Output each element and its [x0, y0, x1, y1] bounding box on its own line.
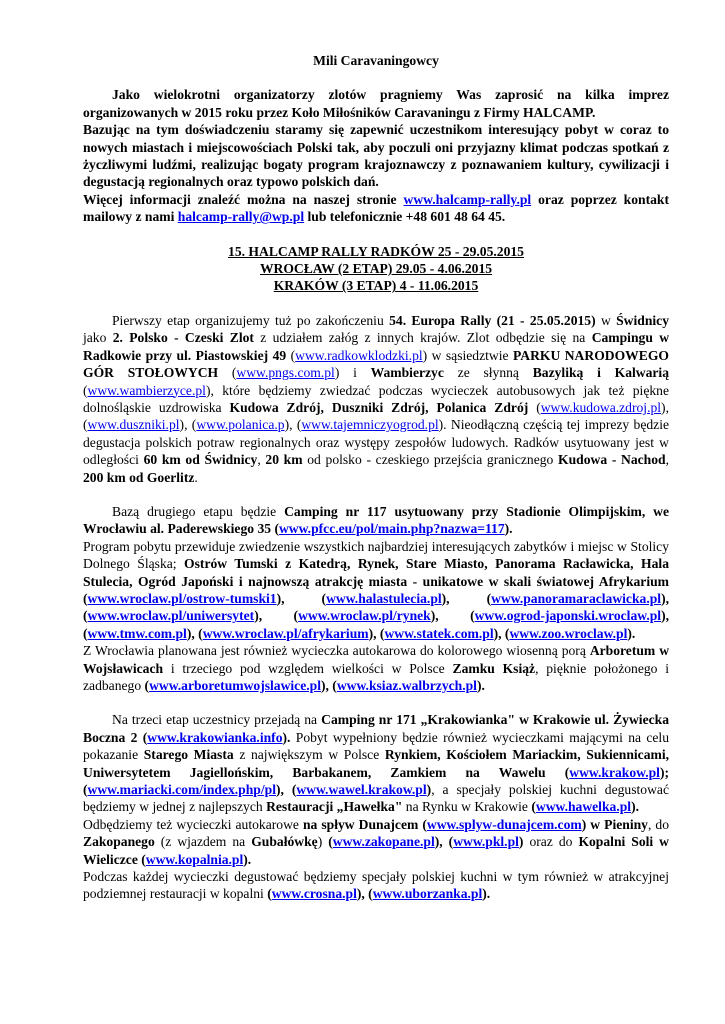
intro-paragraph-3: Więcej informacji znaleźć można na naszej stronie www.halcamp-rally.pl oraz poprzez kontakt mailowy z nami halcamp-rally@wp.pl lub telefonicznie +48 601 48 64 45. [83, 191, 670, 225]
stage1-paragraph: Pierwszy etap organizujemy tuż po zakończeniu 54. Europa Rally (21 - 25.05.2015) w Świdnicy jako 2. Polsko - Czeski Zlot z udziałem załóg z innych krajów. Zlot odbędzie się na Campingu w Radkowie przy ul. Piastowskiej 49 (www.radkowklodzki.pl) w sąsiedztwie PARKU NARODOWEGO GÓR STOŁOWYCH (www.pngs.com.pl) i Wambierzyc ze słynną Bazyliką i Kalwarią (www.wambierzyce.pl), które będziemy zwiedzać podczas wycieczek autobusowych jak też piękne dolnośląskie uzdrowiska Kudowa Zdrój, Duszniki Zdrój, Polanica Zdrój (www.kudowa.zdroj.pl), (www.duszniki.pl), (www.polanica.p), (www.tajemniczyogrod.pl). Nieodłączną częścią tej imprezy będzie degustacja polskich potraw regionalnych oraz występy zespołów ludowych. Radków usytuowany jest w odległości 60 km od Świdnicy, 20 km od polsko - czeskiego przejścia granicznego Kudowa - Nachod, 200 km od Goerlitz. [83, 312, 670, 485]
link-ogrod-japonski[interactable]: www.ogrod-japonski.wroclaw.pl [474, 608, 662, 624]
stage2-excursion: Z Wrocławia planowana jest również wycieczka autokarowa do kolorowego wiosenną porą Arboretum w Wojsławicach i trzeciego pod względem wielkości w Polsce Zamku Książ, pięknie położonego i zadbanego (www.arboretumwojslawice.pl), (www.ksiaz.walbrzych.pl). [83, 643, 670, 693]
intro-paragraph-1: Jako wielokrotni organizatorzy zlotów pragniemy Was zaprosić na kilka imprez organizowanych w 2015 roku przez Koło Miłośników Caravaningu z Firmy HALCAMP. [83, 87, 669, 120]
email-link[interactable]: halcamp-rally@wp.pl [177, 209, 305, 225]
link-duszniki[interactable]: www.duszniki.pl [87, 417, 180, 433]
link-ksiaz[interactable]: www.ksiaz.walbrzych.pl [336, 678, 477, 693]
link-tajemniczyogrod[interactable]: www.tajemniczyogrod.pl [301, 417, 439, 433]
link-ostrow-tumski[interactable]: www.wroclaw.pl/ostrow-tumski1 [87, 590, 277, 606]
link-wambierzyce[interactable]: www.wambierzyce.pl [87, 382, 206, 398]
link-kopalnia[interactable]: www.kopalnia.pl [145, 851, 244, 867]
link-uborzanka[interactable]: www.uborzanka.pl [372, 886, 483, 902]
stage2-intro: Bazą drugiego etapu będzie Camping nr 117 usytuowany przy Stadionie Olimpijskim, we Wrocławiu al. Paderewskiego 35 (www.pfcc.eu/pol/main.php?nazwa=117). [83, 503, 669, 537]
link-krakow[interactable]: www.krakow.pl [569, 764, 660, 780]
link-krakowianka[interactable]: www.krakowianka.info [147, 729, 283, 745]
link-radkowklodzki[interactable]: www.radkowklodzki.pl [295, 347, 423, 363]
link-pngs[interactable]: www.pngs.com.pl [236, 365, 335, 381]
intro-section [83, 86, 669, 225]
stage3-tasting: Podczas każdej wycieczki degustować będziemy specjały polskiej kuchni w tym również w atrakcyjnej podziemnej restauracji w kopalni (www.crosna.pl), (www.uborzanka.pl). [83, 869, 669, 902]
heading-radkow: 15. HALCAMP RALLY RADKÓW 25 - 29.05.2015 [228, 243, 524, 259]
link-polanica[interactable]: www.polanica.p [196, 417, 285, 433]
link-statek[interactable]: www.statek.com.pl [384, 625, 494, 641]
link-pfcc[interactable]: www.pfcc.eu/pol/main.php?nazwa=117 [278, 521, 505, 537]
stage3-intro: Na trzeci etap uczestnicy przejadą na Camping nr 171 „Krakowianka" w Krakowie ul. Żywiecka Boczna 2 (www.krakowianka.info). Pobyt wypełniony będzie również wycieczkami mającymi na celu pokazanie Starego Miasta z największym w Polsce Rynkiem, Kościołem Mariackim, Sukiennicami, Uniwersytetem Jagiellońskim, Barbakanem, Zamkiem na Wawelu (www.krakow.pl); (www.mariacki.com/index.php/pl), (www.wawel.krakow.pl), a specjały polskiej kuchni degustować będziemy w jednej z najlepszych Restauracji „Hawełka" na Rynku w Krakowie (www.hawelka.pl). [83, 712, 669, 815]
link-crosna[interactable]: www.crosna.pl [271, 886, 357, 902]
link-uniwersytet[interactable]: www.wroclaw.pl/uniwersytet [87, 608, 255, 624]
link-zakopane[interactable]: www.zakopane.pl [332, 834, 435, 850]
link-wawel[interactable]: www.wawel.krakow.pl [296, 782, 427, 798]
intro-paragraph-2: Bazując na tym doświadczeniu staramy się zapewnić uczestnikom interesujący pobyt w coraz to nowych miastach i miejscowościach Polski tak, aby poczuli oni przyjazny klimat podczas spotkań z życzliwymi ludźmi, realizując bogaty program krajoznawczy z poznawaniem kultury, cywilizacji i degustacją regionalnych oraz typowo polskich dań. [83, 122, 669, 190]
link-arboretum[interactable]: www.arboretumwojslawice.pl [149, 678, 321, 693]
link-tmw[interactable]: www.tmw.com.pl [87, 625, 187, 641]
stage3-excursions: Odbędziemy też wycieczki autokarowe na spływ Dunajcem (www.splyw-dunajcem.com) w Pieniny, do Zakopanego (z wjazdem na Gubałówkę) (www.zakopane.pl), (www.pkl.pl) oraz do Kopalni Soli w Wieliczce (www.kopalnia.pl). [83, 816, 669, 867]
stage2-program: Program pobytu przewiduje zwiedzenie wszystkich najbardziej interesujących zabytków i miejsc w Stolicy Dolnego Śląska; Ostrów Tumski z Katedrą, Rynek, Stare Miasto, Panorama Racławicka, Hala Stulecia, Ogród Japoński i najnowszą atrakcję miasta - unikatowe w skali światowej Afrykarium (www.wroclaw.pl/ostrow-tumski1), (www.halastulecia.pl), (www.panoramaraclawicka.pl), (www.wroclaw.pl/uniwersytet), (www.wroclaw.pl/rynek), (www.ogrod-japonski.wroclaw.pl), (www.tmw.com.pl), (www.wroclaw.pl/afrykarium), (www.statek.com.pl), (www.zoo.wroclaw.pl). [83, 538, 669, 641]
link-afrykarium[interactable]: www.wroclaw.pl/afrykarium [202, 625, 369, 641]
link-zoo[interactable]: www.zoo.wroclaw.pl [509, 625, 628, 641]
event-headings [83, 243, 669, 295]
link-mariacki[interactable]: www.mariacki.com/index.php/pl [87, 782, 276, 798]
link-halastulecia[interactable]: www.halastulecia.pl [326, 590, 442, 606]
link-pkl[interactable]: www.pkl.pl [453, 834, 519, 850]
heading-wroclaw: WROCŁAW (2 ETAP) 29.05 - 4.06.2015 [259, 261, 493, 277]
link-hawelka[interactable]: www.hawelka.pl [535, 799, 632, 815]
site-link[interactable]: www.halcamp-rally.pl [403, 191, 532, 207]
link-panorama[interactable]: www.panoramaraclawicka.pl [491, 590, 662, 606]
document-page [83, 52, 669, 903]
link-kudowa[interactable]: www.kudowa.zdroj.pl [540, 399, 662, 415]
link-splyw[interactable]: www.splyw-dunajcem.com [426, 816, 582, 832]
document-title: Mili Caravaningowcy [313, 53, 439, 68]
link-rynek[interactable]: www.wroclaw.pl/rynek [298, 608, 431, 624]
heading-krakow: KRAKÓW (3 ETAP) 4 - 11.06.2015 [273, 278, 479, 294]
